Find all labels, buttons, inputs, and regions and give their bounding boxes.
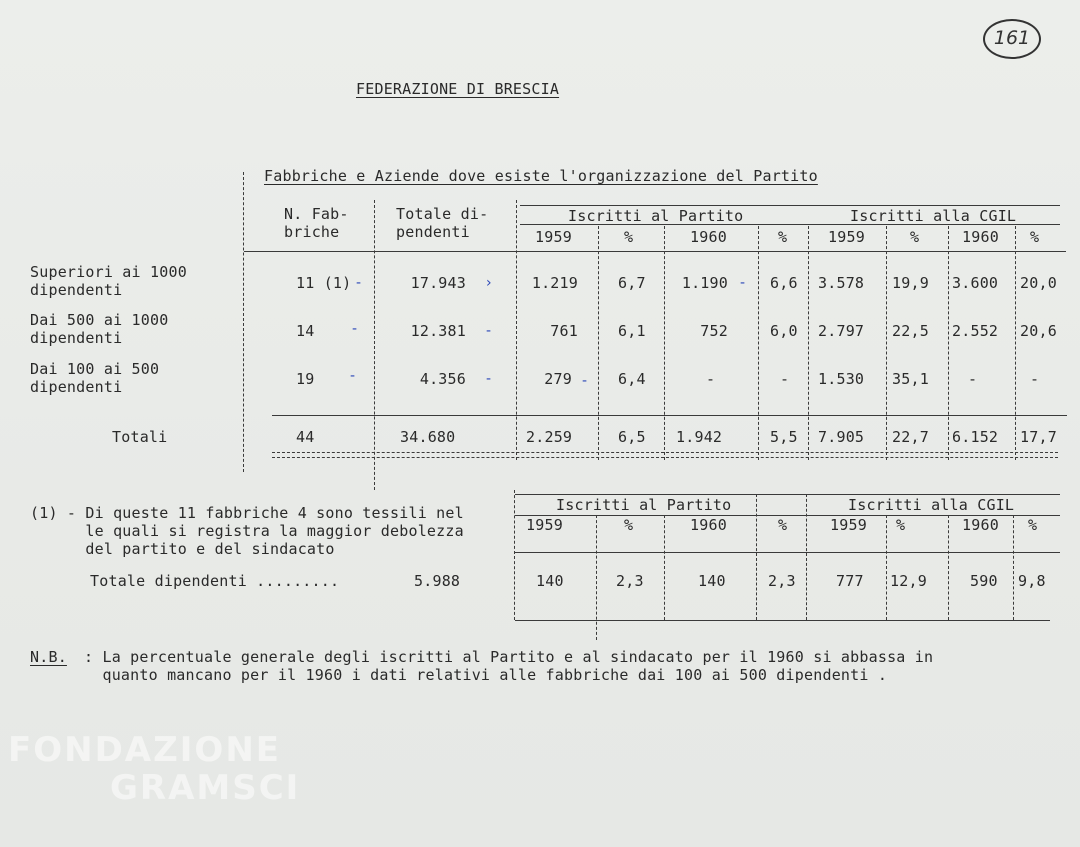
cell: - bbox=[780, 370, 790, 388]
cell: 2.797 bbox=[818, 322, 865, 340]
col-divider bbox=[1015, 226, 1016, 460]
table2-col-divider bbox=[596, 515, 597, 640]
cell: 17.943 bbox=[410, 274, 466, 292]
table2-col-divider bbox=[806, 494, 807, 620]
table2-cell: 140 bbox=[698, 572, 726, 590]
cell: 22,7 bbox=[892, 428, 929, 446]
cell: 1.530 bbox=[818, 370, 865, 388]
cell: 19 bbox=[296, 370, 315, 388]
section-title: Fabbriche e Aziende dove esiste l'organizzazione del Partito bbox=[264, 167, 818, 185]
col-divider bbox=[886, 226, 887, 460]
table2-sub: 1959 bbox=[830, 516, 867, 534]
cell: 14 bbox=[296, 322, 315, 340]
cell: 20,0 bbox=[1020, 274, 1057, 292]
table2-cell: 590 bbox=[970, 572, 998, 590]
col-divider bbox=[516, 200, 517, 460]
cell: 6,7 bbox=[618, 274, 646, 292]
table2-col-divider bbox=[1013, 515, 1014, 620]
pen-tick-mark: - bbox=[356, 275, 362, 291]
cell: - bbox=[706, 370, 716, 388]
nb-label: N.B. bbox=[30, 648, 67, 666]
header-iscritti-cgil: Iscritti alla CGIL bbox=[850, 207, 1017, 225]
cell: - bbox=[968, 370, 978, 388]
col-divider bbox=[374, 200, 375, 490]
cell: 22,5 bbox=[892, 322, 929, 340]
table2-col-divider bbox=[886, 515, 887, 620]
pen-tick-mark: - bbox=[486, 371, 492, 387]
table2-cell: 12,9 bbox=[890, 572, 927, 590]
nb-text: : La percentuale generale degli iscritti al Partito e al sindacato per il 1960 si abbassa in quanto mancano per il 1960 i dati relativi alle fabbriche dai 100 ai 500 dipendenti . bbox=[84, 648, 934, 684]
row-label: Dai 500 ai 1000 dipendenti bbox=[30, 311, 169, 347]
table1-double-rule bbox=[272, 452, 1058, 458]
table2-top-rule bbox=[515, 494, 1060, 495]
pen-tick-mark: - bbox=[486, 323, 492, 339]
cell: 6,1 bbox=[618, 322, 646, 340]
page-title: FEDERAZIONE DI BRESCIA bbox=[356, 80, 560, 98]
pen-tick-mark: - bbox=[352, 321, 358, 337]
pen-tick-mark: › bbox=[486, 275, 492, 291]
table2-header-partito: Iscritti al Partito bbox=[556, 496, 732, 514]
table2-cell: 777 bbox=[836, 572, 864, 590]
header-totale-dipendenti: Totale di- pendenti bbox=[396, 205, 489, 241]
cell: 11 (1) bbox=[296, 274, 352, 292]
cell: 5,5 bbox=[770, 428, 798, 446]
cell: 17,7 bbox=[1020, 428, 1057, 446]
cell: 6,6 bbox=[770, 274, 798, 292]
cell: 1.942 bbox=[676, 428, 723, 446]
table2-sub: % bbox=[896, 516, 906, 534]
totals-label: Totali bbox=[112, 428, 168, 446]
col-divider bbox=[758, 226, 759, 460]
table2-col-divider bbox=[756, 494, 757, 620]
table2-sub: 1960 bbox=[962, 516, 999, 534]
cell: 1.190 bbox=[681, 274, 728, 292]
cell: 6.152 bbox=[952, 428, 999, 446]
table2-sub: 1959 bbox=[526, 516, 563, 534]
col-divider bbox=[598, 226, 599, 460]
sub-p60: 1960 bbox=[690, 228, 727, 246]
table2-col-divider bbox=[948, 515, 949, 620]
cell: 2.552 bbox=[952, 322, 999, 340]
cell: 44 bbox=[296, 428, 315, 446]
sub-c59pct: % bbox=[910, 228, 920, 246]
table2-col-divider bbox=[664, 515, 665, 620]
cell: 35,1 bbox=[892, 370, 929, 388]
table2-cell: 9,8 bbox=[1018, 572, 1046, 590]
cell: 7.905 bbox=[818, 428, 865, 446]
table2-header-cgil: Iscritti alla CGIL bbox=[848, 496, 1015, 514]
footnote-text: (1) - Di queste 11 fabbriche 4 sono tessili nel le quali si registra la maggior debolezza del partito e del sindacato bbox=[30, 504, 464, 558]
table2-cell: 2,3 bbox=[768, 572, 796, 590]
watermark-line1: FONDAZIONE bbox=[8, 730, 282, 770]
sub-c59: 1959 bbox=[828, 228, 865, 246]
cell: 2.259 bbox=[526, 428, 573, 446]
watermark-line2: GRAMSCI bbox=[110, 768, 301, 808]
table2-sub: % bbox=[1028, 516, 1038, 534]
header-iscritti-partito: Iscritti al Partito bbox=[568, 207, 744, 225]
table1-header-rule bbox=[244, 251, 1066, 252]
pen-tick-mark: - bbox=[350, 368, 356, 384]
cell: 34.680 bbox=[400, 428, 456, 446]
sub-c60pct: % bbox=[1030, 228, 1040, 246]
sub-p60pct: % bbox=[778, 228, 788, 246]
pen-tick-mark: - bbox=[582, 373, 588, 389]
header-n-fabbriche: N. Fab- briche bbox=[284, 205, 349, 241]
pen-tick-mark: - bbox=[740, 275, 746, 291]
table2-cell: 140 bbox=[536, 572, 564, 590]
cell: 752 bbox=[700, 322, 728, 340]
page-number-stamp: 161 bbox=[983, 19, 1041, 59]
cell: 3.578 bbox=[818, 274, 865, 292]
table2-sub: 1960 bbox=[690, 516, 727, 534]
cell: 6,5 bbox=[618, 428, 646, 446]
sub-p59: 1959 bbox=[535, 228, 572, 246]
table2-sub: % bbox=[778, 516, 788, 534]
cell: 3.600 bbox=[952, 274, 999, 292]
col-divider bbox=[808, 226, 809, 460]
cell: - bbox=[1030, 370, 1040, 388]
cell: 279 bbox=[544, 370, 572, 388]
col-divider bbox=[664, 226, 665, 460]
table1-left-rule bbox=[243, 172, 244, 472]
cell: 6,4 bbox=[618, 370, 646, 388]
table2-col-divider bbox=[514, 490, 515, 620]
table2-cell: 2,3 bbox=[616, 572, 644, 590]
col-divider bbox=[948, 226, 949, 460]
sub-p59pct: % bbox=[624, 228, 634, 246]
row-label: Superiori ai 1000 dipendenti bbox=[30, 263, 187, 299]
row-label: Dai 100 ai 500 dipendenti bbox=[30, 360, 160, 396]
table1-top-rule bbox=[520, 205, 1060, 206]
cell: 1.219 bbox=[531, 274, 578, 292]
footnote-total-value: 5.988 bbox=[414, 572, 461, 590]
cell: 4.356 bbox=[419, 370, 466, 388]
footnote-total-label: Totale dipendenti ......... bbox=[90, 572, 340, 590]
sub-c60: 1960 bbox=[962, 228, 999, 246]
cell: 6,0 bbox=[770, 322, 798, 340]
cell: 20,6 bbox=[1020, 322, 1057, 340]
cell: 12.381 bbox=[410, 322, 466, 340]
cell: 761 bbox=[550, 322, 578, 340]
table2-sub: % bbox=[624, 516, 634, 534]
cell: 19,9 bbox=[892, 274, 929, 292]
